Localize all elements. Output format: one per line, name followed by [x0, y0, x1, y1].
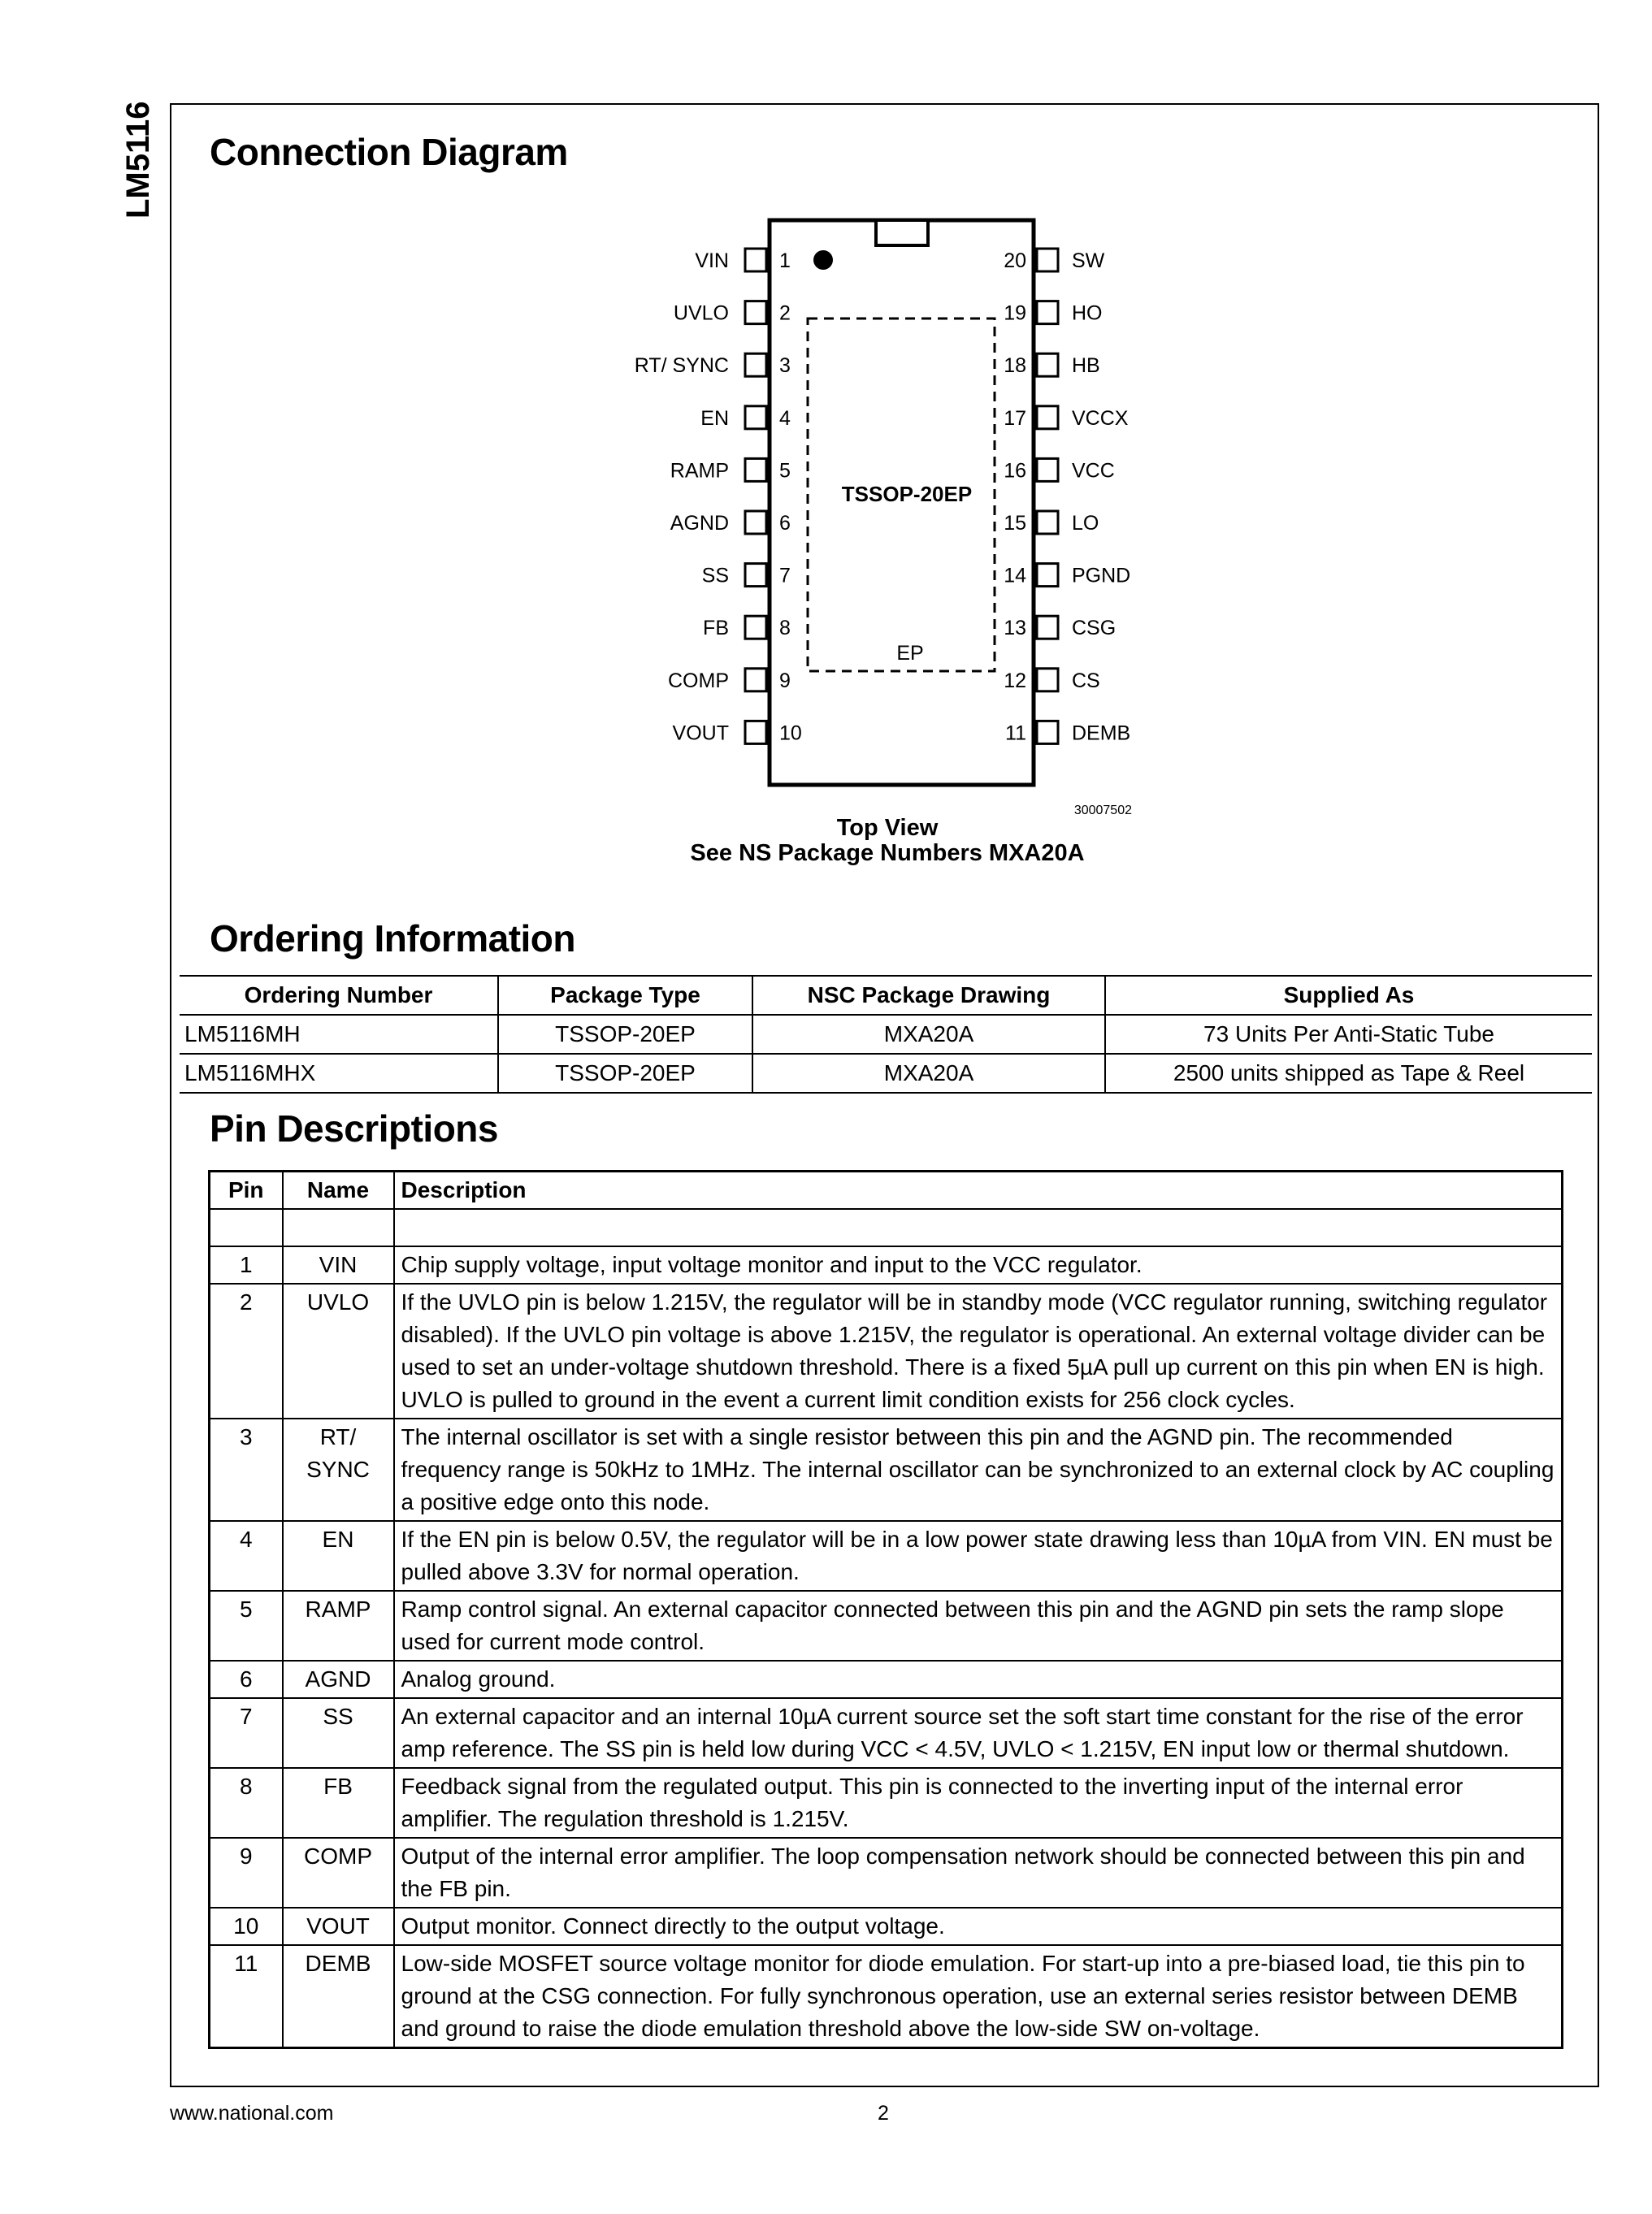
pin-name-label: SS: [701, 564, 729, 587]
pin-name-label: HO: [1072, 301, 1103, 325]
pin-description: The internal oscillator is set with a single resistor between this pin and the AGND pin. The recommended frequency range is 50kHz to 1MHz. The internal oscillator can be synchronized to an external clock by AC coupling a positive edge onto this node.: [394, 1419, 1563, 1521]
pin-number-label: 5: [779, 459, 791, 483]
pin-pad: [1037, 406, 1058, 429]
table-row: [180, 1015, 1592, 1054]
pin1-dot: [813, 250, 833, 270]
pin-pad: [745, 406, 766, 429]
table-row: [210, 1838, 1563, 1908]
pin-pad: [1037, 616, 1058, 639]
pin-number: 3: [210, 1419, 283, 1521]
table-row: [210, 1661, 1563, 1698]
pin-name-label: DEMB: [1072, 721, 1131, 745]
pin-name-label: LO: [1072, 512, 1099, 535]
pin-pad: [1037, 511, 1058, 534]
table-row: [210, 1591, 1563, 1661]
pin-number-label: 2: [779, 301, 791, 325]
pin-name-label: RT/ SYNC: [634, 354, 729, 378]
pin-description: An external capacitor and an internal 10µA current source set the soft start time constant for the rise of the error amp reference. The SS pin is held low during VCC < 4.5V, UVLO < 1.215V, EN input low or thermal shutdown.: [394, 1698, 1563, 1768]
pin-description: Output of the internal error amplifier. The loop compensation network should be connected between this pin and the FB pin.: [394, 1838, 1563, 1908]
pin-pad: [745, 616, 766, 639]
pin-name-label: PGND: [1072, 564, 1131, 587]
pin-name-label: RAMP: [670, 459, 729, 483]
pin-description: Feedback signal from the regulated output. This pin is connected to the inverting input of the internal error amplifier. The regulation threshold is 1.215V.: [394, 1768, 1563, 1838]
ordering-table: [180, 975, 1592, 1094]
pin-name: UVLO: [283, 1284, 394, 1419]
pin-descriptions-heading: Pin Descriptions: [210, 1107, 498, 1150]
pin-number: 8: [210, 1768, 283, 1838]
supplied-as: 2500 units shipped as Tape & Reel: [1105, 1054, 1592, 1093]
pin-number-label: 18: [1004, 354, 1026, 378]
pin-number-label: 20: [1004, 249, 1026, 272]
column-header: Supplied As: [1105, 976, 1592, 1015]
pin-descriptions-table: [208, 1170, 1563, 2049]
pin-name: SS: [283, 1698, 394, 1768]
pin-number: 4: [210, 1521, 283, 1591]
supplied-as: 73 Units Per Anti-Static Tube: [1105, 1015, 1592, 1054]
pin-description: Low-side MOSFET source voltage monitor for diode emulation. For start-up into a pre-biased load, tie this pin to ground at the CSG connection. For fully synchronous operation, use an external series resistor between DEMB and ground to raise the diode emulation threshold above the low-side SW on-voltage.: [394, 1945, 1563, 2048]
pin-name: FB: [283, 1768, 394, 1838]
pin-pad: [1037, 669, 1058, 691]
pin-number: 9: [210, 1838, 283, 1908]
pin-number: 11: [210, 1945, 283, 2048]
package-label: TSSOP-20EP: [841, 482, 973, 506]
pin-number-label: 10: [779, 721, 802, 745]
pin-name-label: AGND: [670, 512, 729, 535]
connection-diagram-heading: Connection Diagram: [210, 131, 568, 173]
pin-number-label: 7: [779, 564, 791, 587]
pin-description: Chip supply voltage, input voltage monitor and input to the VCC regulator.: [394, 1246, 1563, 1284]
pin-name-label: FB: [703, 617, 729, 640]
table-row: [210, 1908, 1563, 1945]
pin-pad: [745, 721, 766, 743]
pin-number-label: 9: [779, 669, 791, 692]
ordering-number: LM5116MHX: [180, 1054, 498, 1093]
pin-number: 1: [210, 1246, 283, 1284]
pin-number-label: 8: [779, 617, 791, 640]
pin-description: Output monitor. Connect directly to the output voltage.: [394, 1908, 1563, 1945]
pin-pad: [745, 669, 766, 691]
side-title: LM5116: [120, 101, 156, 219]
pin-number-label: 19: [1004, 301, 1026, 325]
column-header: Package Type: [498, 976, 752, 1015]
pin-name: AGND: [283, 1661, 394, 1698]
package-drawing: MXA20A: [752, 1015, 1105, 1054]
footer-website: www.national.com: [170, 2102, 334, 2125]
pin-name: DEMB: [283, 1945, 394, 2048]
pin-number: 10: [210, 1908, 283, 1945]
pin-number-label: 3: [779, 354, 791, 378]
table-row: [210, 1698, 1563, 1768]
pin-name-label: VIN: [695, 249, 729, 272]
pin-pad: [745, 564, 766, 587]
pin-number-label: 1: [779, 249, 791, 272]
pin-number-label: 13: [1004, 617, 1026, 640]
table-row: [210, 1768, 1563, 1838]
table-row: [210, 1945, 1563, 2048]
package-type: TSSOP-20EP: [498, 1015, 752, 1054]
connection-diagram: [0, 203, 1652, 829]
column-header: Pin: [210, 1172, 283, 1210]
pin-pad: [1037, 249, 1058, 271]
pin-number: 2: [210, 1284, 283, 1419]
pin-name-label: UVLO: [673, 301, 729, 325]
diagram-caption-view: Top View: [836, 815, 939, 841]
pin-number-label: 6: [779, 512, 791, 535]
ordering-information-heading: Ordering Information: [210, 917, 575, 960]
package-notch: [876, 220, 928, 245]
pin-description: If the EN pin is below 0.5V, the regulator will be in a low power state drawing less than 10µA from VIN. EN must be pulled above 3.3V for normal operation.: [394, 1521, 1563, 1591]
empty-row: [210, 1209, 1563, 1246]
table-row: [210, 1521, 1563, 1591]
pin-name: VOUT: [283, 1908, 394, 1945]
pin-name-label: SW: [1072, 249, 1105, 272]
pin-pad: [745, 353, 766, 376]
pin-name: RAMP: [283, 1591, 394, 1661]
pin-number: 7: [210, 1698, 283, 1768]
column-header: Name: [283, 1172, 394, 1210]
pin-name-label: EN: [700, 406, 729, 430]
pin-number-label: 4: [779, 406, 791, 430]
figure-code: 30007502: [1073, 804, 1132, 817]
pin-number-label: 12: [1004, 669, 1026, 692]
pin-name: RT/ SYNC: [283, 1419, 394, 1521]
pin-pad: [1037, 458, 1058, 481]
table-row: [210, 1419, 1563, 1521]
column-header: NSC Package Drawing: [752, 976, 1105, 1015]
pin-pad: [745, 249, 766, 271]
pin-name-label: VCCX: [1072, 406, 1129, 430]
pin-number-label: 14: [1004, 564, 1026, 587]
footer-page-number: 2: [878, 2102, 889, 2125]
pin-description: Ramp control signal. An external capacitor connected between this pin and the AGND pin sets the ramp slope used for current mode control.: [394, 1591, 1563, 1661]
pin-number-label: 17: [1004, 406, 1026, 430]
ep-label: EP: [896, 642, 924, 665]
table-row: [210, 1246, 1563, 1284]
pin-pad: [1037, 564, 1058, 587]
pin-description: Analog ground.: [394, 1661, 1563, 1698]
pin-name-label: CSG: [1072, 617, 1117, 640]
pin-name-label: VCC: [1072, 459, 1115, 483]
pin-pad: [745, 301, 766, 324]
pin-pad: [1037, 721, 1058, 743]
pin-number: 6: [210, 1661, 283, 1698]
pin-name-label: HB: [1072, 354, 1100, 378]
pin-pad: [745, 458, 766, 481]
pin-description: If the UVLO pin is below 1.215V, the regulator will be in standby mode (VCC regulator running, switching regulator disabled). If the UVLO pin voltage is above 1.215V, the regulator is operational. An external voltage divider can be used to set an under-voltage shutdown threshold. There is a fixed 5µA pull up current on this pin when EN is high. UVLO is pulled to ground in the event a current limit condition exists for 256 clock cycles.: [394, 1284, 1563, 1419]
pin-name-label: VOUT: [672, 721, 729, 745]
pin-number: 5: [210, 1591, 283, 1661]
pin-number-label: 16: [1004, 459, 1026, 483]
pin-name-label: CS: [1072, 669, 1100, 692]
pin-number-label: 15: [1004, 512, 1026, 535]
column-header: Description: [394, 1172, 1563, 1210]
pin-pad: [745, 511, 766, 534]
diagram-caption-package: See NS Package Numbers MXA20A: [690, 840, 1085, 866]
package-drawing: MXA20A: [752, 1054, 1105, 1093]
pin-pad: [1037, 353, 1058, 376]
pin-name: EN: [283, 1521, 394, 1591]
pin-name: VIN: [283, 1246, 394, 1284]
pin-name: COMP: [283, 1838, 394, 1908]
ordering-number: LM5116MH: [180, 1015, 498, 1054]
package-type: TSSOP-20EP: [498, 1054, 752, 1093]
pin-pad: [1037, 301, 1058, 324]
pin-number-label: 11: [1005, 721, 1026, 745]
column-header: Ordering Number: [180, 976, 498, 1015]
pin-name-label: COMP: [668, 669, 729, 692]
table-row: [180, 1054, 1592, 1093]
table-row: [210, 1284, 1563, 1419]
